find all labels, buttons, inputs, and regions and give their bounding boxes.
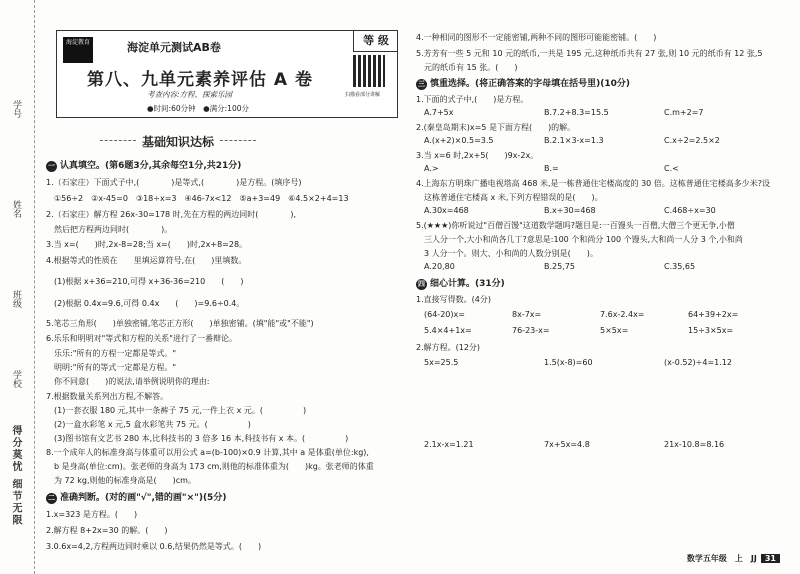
q2-stem: 2.（石家庄）解方程 26x-30=178 时,先在方程的两边同时( ), [46, 210, 296, 219]
q7-part1: (1)一套衣服 180 元,其中一条裤子 75 元,一件上衣 x 元。( ) [54, 406, 307, 415]
header-box [56, 30, 398, 118]
q4-part2: (2)根据 0.4x=9.6,可得 0.4x ( )=9.6÷0.4。 [54, 299, 245, 308]
choice-2: 2.(秦皇岛期末)x=5 是下面方程( )的解。 [416, 123, 576, 132]
calc-2-row1: 5x=25.5 1.5(x-8)=60 (x-0.52)÷4=1.12 [424, 358, 732, 367]
series-title: 海淀单元测试AB卷 [127, 41, 221, 54]
choice-3-options: A.> B.= C.< [424, 164, 679, 173]
calc-1-row1: (64-20)x= 8x-7x= 7.6x-2.4x= 64+39+2x= [424, 310, 739, 319]
name-label: 姓名 [11, 200, 21, 218]
qr-code-icon [353, 55, 385, 87]
qr-caption: 扫描看部分讲解 [345, 92, 381, 98]
right-column [416, 0, 788, 574]
page-number: 31 [761, 554, 780, 563]
q6-line1: 乐乐:"所有的方程一定都是等式。" [54, 349, 177, 358]
choice-5-cont2: 3 人分一个。则大、小和尚的人数分别是( )。 [424, 249, 598, 258]
judge-2: 2.解方程 8+2x=30 的解。( ) [46, 526, 168, 535]
choice-1: 1.下面的式子中,( )是方程。 [416, 95, 529, 104]
calc-2-stem: 2.解方程。(12分) [416, 343, 481, 352]
choice-4: 4.上海东方明珠广播电视塔高 468 米,是一栋普通住宅楼高度的 30 倍。这栋普通住宅楼高多少米?设 [416, 179, 771, 188]
judge-5-cont: 元的纸币有 15 张。( ) [424, 63, 518, 72]
q6-stem: 6.乐乐和明明对"等式和方程的关系"进行了一番辩论。 [46, 334, 237, 343]
q6-line2: 明明:"所有的等式一定都是方程。" [54, 363, 177, 372]
choice-1-options: A.7+5x B.7.2+8.3=15.5 C.m+2=7 [424, 108, 704, 117]
section-1-heading: 一 认真填空。(第6题3分,其余每空1分,共21分) [48, 161, 242, 171]
q1-options: ①56÷2 ②x-45=0 ③18÷x=3 ④46-7x<12 ⑤a+3=49 ⑥4.5×2+4=13 [54, 194, 349, 203]
judge-5: 5.芳芳有一些 5 元和 10 元的纸币,一共是 195 元,这种纸币共有 27 张,则 10 元的纸币有 12 张,5 [416, 49, 763, 58]
q4-stem: 4.根据等式的性质在 里填运算符号,在( )里填数。 [46, 256, 247, 265]
q2-stem-cont: 然后把方程两边同时( )。 [54, 225, 173, 234]
judge-3: 3.0.6x=4,2,方程两边同时乘以 0.6,结果仍然是等式。( ) [46, 542, 262, 551]
q3-stem: 3.当 x=( )时,2x-8=28;当 x=( )时,2x+8=28。 [46, 240, 248, 249]
class-label: 班级 [11, 290, 21, 308]
q7-part2: (2)一盒水彩笔 x 元,5 盒水彩笔共 75 元。( ) [54, 420, 251, 429]
choice-4-cont: 这栋普通住宅楼高 x 米,下列方程错误的是( )。 [424, 193, 603, 202]
logo-icon: 海淀教育 [63, 37, 93, 63]
grade-label: 等 级 [353, 31, 398, 52]
q8-line3: 为 72 kg,则他的标准身高是( )cm。 [54, 476, 196, 485]
choice-3: 3.当 x=6 时,2x+5( )9x-2x。 [416, 151, 539, 160]
q5-stem: 5.笔芯三角形( )单独密铺,笔芯正方形( )单独密铺。(填"能"或"不能") [46, 319, 314, 328]
student-id-label: 学号 [11, 100, 21, 118]
section-banner: 基础知识达标 [142, 135, 215, 149]
judge-4: 4.一种相同的图形不一定能密铺,两种不同的图形可能能密铺。( ) [416, 33, 657, 42]
choice-4-options: A.30x=468 B.x÷30=468 C.468÷x=30 [424, 206, 716, 215]
calc-2-row2: 2.1x-x=1.21 7x+5x=4.8 21x-10.8=8.16 [424, 440, 725, 449]
q8-line1: 8.一个成年人的标准身高与体重可以用公式 a=(b-100)×0.9 计算,其中 a 是体重(单位:kg), [46, 448, 369, 457]
page-title: 第八、九单元素养评估 A 卷 [87, 70, 313, 90]
q6-line3: 你不同意( )的说法,请举例说明你的理由: [54, 377, 210, 386]
choice-5-cont: 三人分一个,大小和尚各几丁?意思是:100 个和尚分 100 个馒头,大和尚一人分 3 个,小和尚 [424, 235, 743, 244]
choice-2-options: A.(x+2)×0.5=3.5 B.2.1×3-x=1.3 C.x÷2=2.5×2 [424, 136, 720, 145]
section-4-heading: 四 细心计算。(31分) [418, 279, 505, 289]
school-label: 学校 [11, 370, 21, 388]
choice-5: 5.(★★★)你听说过"百僧百馒"这道数学题吗?题目是:一百馒头一百僧,大僧三个更无争,小僧 [416, 221, 735, 230]
calc-1-stem: 1.直接写得数。(4分) [416, 295, 491, 304]
q4-part1: (1)根据 x+36=210,可得 x+36-36=210 ( ) [54, 277, 244, 286]
section-3-heading: 三 慎重选择。(将正确答案的字母填在括号里)(10分) [418, 79, 630, 89]
q7-part3: (3)图书馆有文艺书 280 本,比科技书的 3 倍多 16 本,科技书有 x 本。( ) [54, 434, 349, 443]
section-2-heading: 二 准确判断。(对的画"√",错的画"×")(5分) [48, 493, 227, 503]
judge-1: 1.x=323 是方程。( ) [46, 510, 138, 519]
q8-line2: b 是身高(单位:cm)。张老师的身高为 173 cm,则他的标准体重为( )kg。张老师的体重 [54, 462, 374, 471]
q7-stem: 7.根据数量关系列出方程,不解答。 [46, 392, 169, 401]
binding-margin [0, 0, 35, 574]
left-column [42, 0, 392, 574]
motto: 得分莫忧 细节无限 [10, 425, 21, 527]
scope-text: 考查内容:方程、探索乐园 [147, 90, 233, 99]
q1-stem: 1.（石家庄）下面式子中,( )是等式,( )是方程。(填序号) [46, 178, 302, 187]
page-footer: 数学五年级 上 JJ 31 [687, 553, 780, 564]
time-info: ●时间:60分钟 ●满分:100分 [147, 104, 250, 113]
choice-5-options: A.20,80 B.25,75 C.35,65 [424, 262, 696, 271]
calc-1-row2: 5.4×4+1x= 76-23-x= 5×5x= 15÷3×5x= [424, 326, 734, 335]
